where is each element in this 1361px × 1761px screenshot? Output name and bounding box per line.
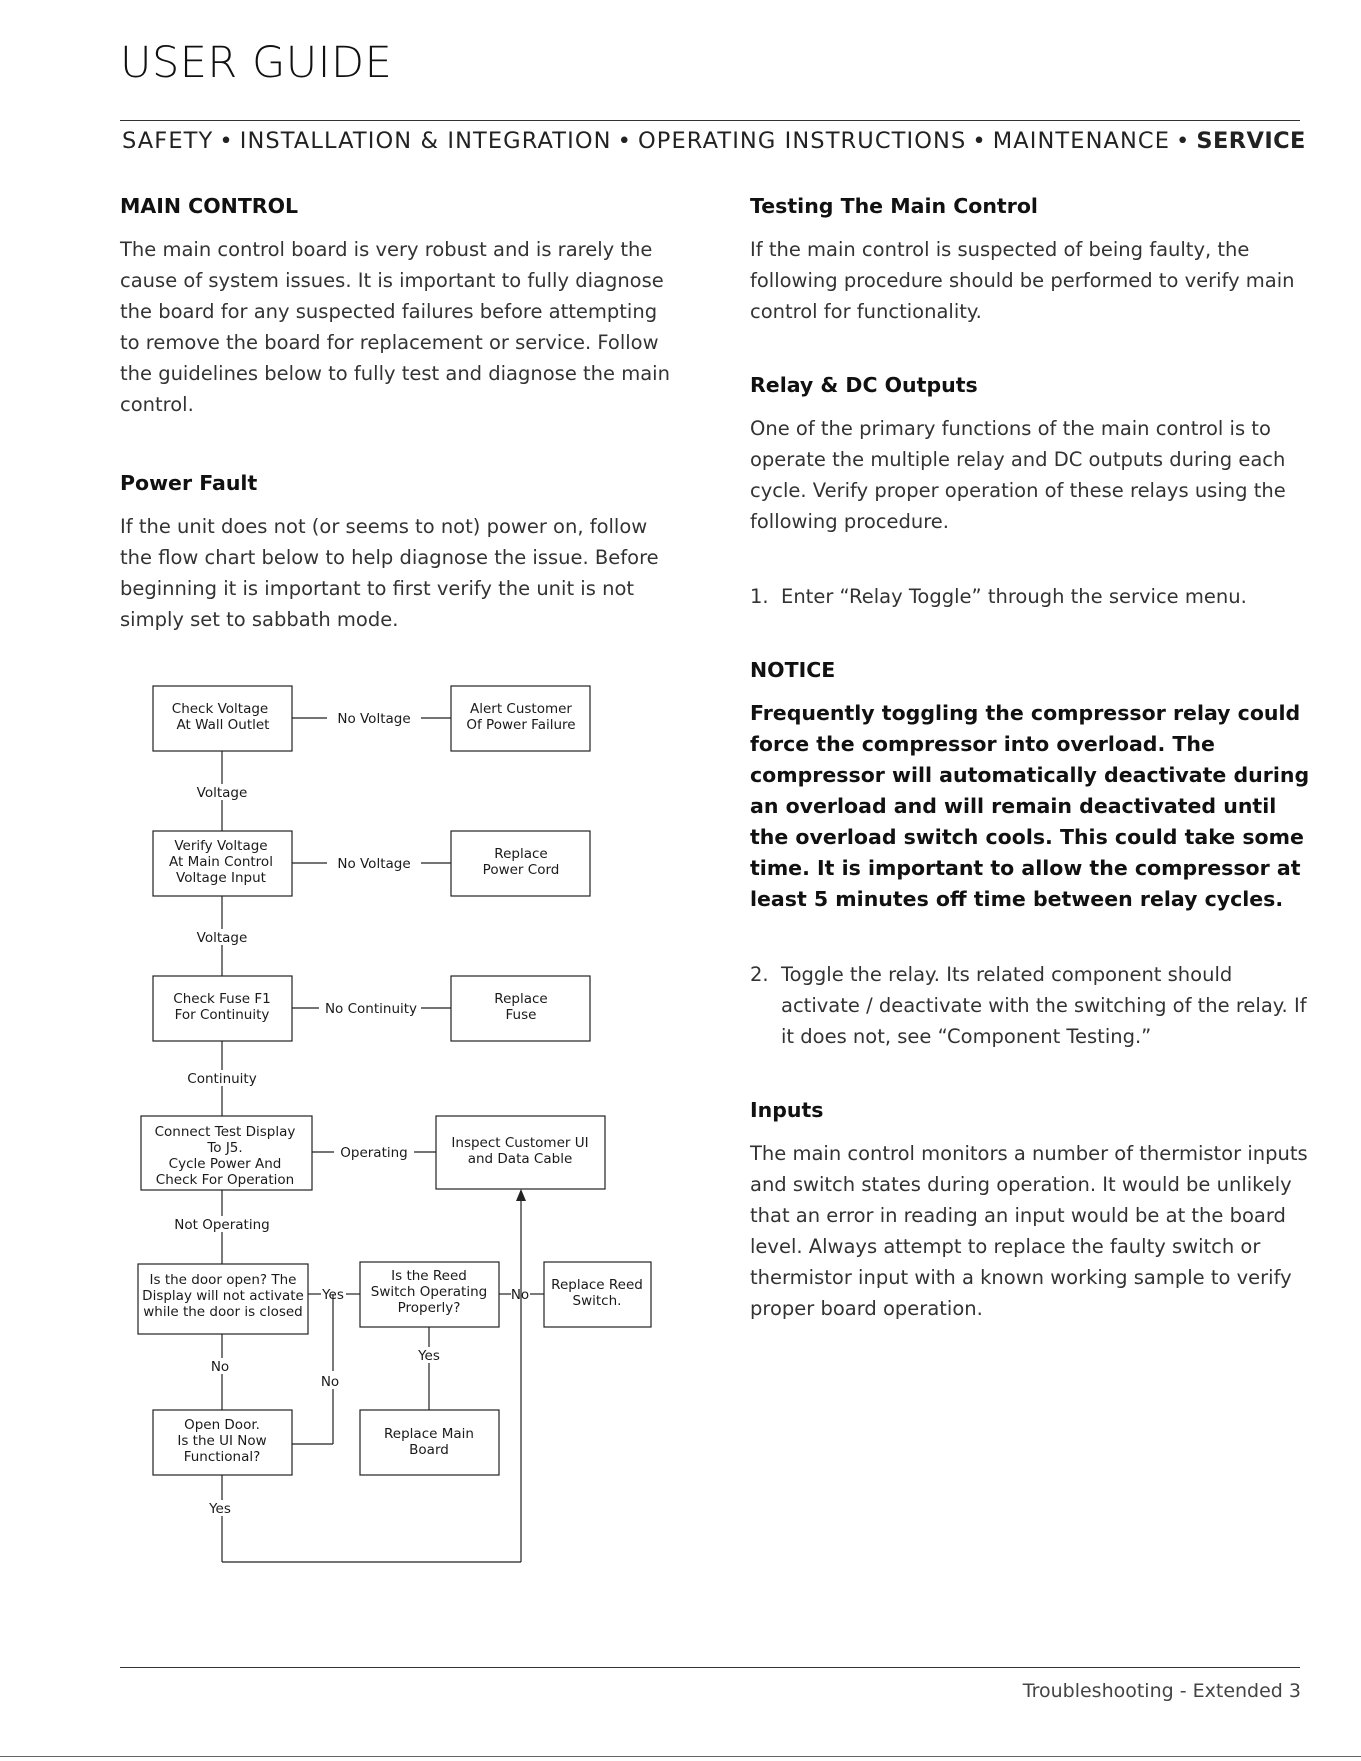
- power-fault-flowchart: [120, 670, 680, 1570]
- steps-list-2: [750, 959, 1310, 1052]
- nav-item-installation: INSTALLATION & INTEGRATION: [239, 128, 612, 154]
- nav-separator: •: [972, 128, 987, 154]
- svg-text:Alert CustomerOf Power Failure: Alert Customer Of Power Failure: [466, 701, 576, 733]
- svg-text:ReplacePower Cord: Replace Power Cord: [482, 846, 560, 878]
- flow-arrowhead: [516, 1189, 526, 1201]
- label-operating: Operating: [340, 1145, 408, 1161]
- label-no-continuity: No Continuity: [324, 1001, 418, 1017]
- nav-item-service: SERVICE: [1196, 128, 1306, 154]
- label-yes-reed: Yes: [418, 1348, 440, 1364]
- nav-item-operating: OPERATING INSTRUCTIONS: [637, 128, 967, 154]
- label-yes-ui: Yes: [209, 1501, 231, 1517]
- svg-text:Inspect Customer UIand Data Ca: Inspect Customer UI and Data Cable: [451, 1135, 589, 1167]
- label-no-reed: No: [510, 1287, 530, 1303]
- page-title: USER GUIDE: [120, 38, 393, 88]
- label-continuity: Continuity: [187, 1071, 257, 1087]
- header-divider: [120, 120, 1300, 121]
- svg-text:Check VoltageAt Wall Outlet: Check Voltage At Wall Outlet: [171, 701, 270, 733]
- label-no-voltage-1: No Voltage: [337, 711, 411, 727]
- label-not-operating: Not Operating: [174, 1217, 270, 1233]
- svg-text:Check Fuse F1For Continuity: Check Fuse F1 For Continuity: [173, 991, 271, 1023]
- relay-heading: Relay & DC Outputs: [750, 373, 978, 397]
- nav-item-safety: SAFETY: [122, 128, 214, 154]
- inputs-text: The main control monitors a number of thermistor inputs and switch states during operation. It would be unlikely that an error in reading an input would be at the board level. Always attempt to replace the faulty switch or thermistor input with a known working sample to verify proper board operation.: [750, 1142, 1308, 1320]
- svg-text:Replace ReedSwitch.: Replace Reed Switch.: [551, 1277, 643, 1309]
- notice-heading: NOTICE: [750, 658, 836, 682]
- label-no-ui: No: [320, 1374, 340, 1390]
- left-column: [120, 192, 680, 635]
- testing-text: If the main control is suspected of being faulty, the following procedure should be performed to verify main control for functionality.: [750, 238, 1295, 323]
- testing-heading: Testing The Main Control: [750, 194, 1038, 218]
- nav-separator: •: [617, 128, 632, 154]
- section-nav: [122, 128, 1306, 154]
- notice-text: Frequently toggling the compressor relay could force the compressor into overload. The compressor will automatically deactivate during an overload and will remain deactivated until the overload switch cools. This could take some time. It is important to allow the compressor at least 5 minutes off time between relay cycles.: [750, 701, 1310, 911]
- page-footer: Troubleshooting - Extended 3: [1022, 1680, 1301, 1702]
- svg-text:ReplaceFuse: Replace Fuse: [494, 991, 548, 1023]
- relay-text: One of the primary functions of the main control is to operate the multiple relay and DC outputs during each cycle. Verify proper operation of these relays using the following procedure.: [750, 417, 1286, 533]
- label-voltage-1: Voltage: [196, 785, 248, 801]
- page-edge: [0, 1756, 1361, 1757]
- svg-text:Connect Test DisplayTo J5.Cycl: Connect Test Display To J5. Cycle Power And Check For Operation: [154, 1124, 296, 1188]
- steps-list-1: [750, 581, 1310, 612]
- right-column: [750, 192, 1310, 1324]
- step-2: 2. Toggle the relay. Its related component should activate / deactivate with the switching of the relay. If it does not, see “Component Testing.”: [750, 963, 1307, 1048]
- step-1: 1. Enter “Relay Toggle” through the service menu.: [750, 585, 1247, 608]
- power-fault-text: If the unit does not (or seems to not) power on, follow the flow chart below to help diagnose the issue. Before beginning it is important to first verify the unit is not simply set to sabbath mode.: [120, 515, 659, 631]
- svg-text:Open Door.Is the UI NowFunctio: Open Door. Is the UI Now Functional?: [177, 1417, 267, 1465]
- label-voltage-2: Voltage: [196, 930, 248, 946]
- svg-text:Replace MainBoard: Replace Main Board: [384, 1426, 474, 1458]
- svg-text:Verify VoltageAt Main ControlV: Verify Voltage At Main Control Voltage Input: [169, 838, 273, 886]
- svg-text:Is the ReedSwitch OperatingPro: Is the Reed Switch Operating Properly?: [370, 1268, 488, 1316]
- inputs-heading: Inputs: [750, 1098, 824, 1122]
- label-no-voltage-2: No Voltage: [337, 856, 411, 872]
- svg-text:Is the door open? TheDisplay w: Is the door open? The Display will not activate while the door is closed: [142, 1272, 304, 1320]
- label-yes-door: Yes: [322, 1287, 344, 1303]
- nav-separator: •: [1176, 128, 1191, 154]
- nav-item-maintenance: MAINTENANCE: [992, 128, 1171, 154]
- main-control-heading: MAIN CONTROL: [120, 194, 299, 218]
- nav-separator: •: [219, 128, 234, 154]
- power-fault-heading: Power Fault: [120, 471, 258, 495]
- main-control-text: The main control board is very robust and is rarely the cause of system issues. It is important to fully diagnose the board for any suspected failures before attempting to remove the board for replacement or service. Follow the guidelines below to fully test and diagnose the main control.: [120, 238, 670, 416]
- label-no-door: No: [210, 1359, 230, 1375]
- footer-divider: [120, 1667, 1300, 1668]
